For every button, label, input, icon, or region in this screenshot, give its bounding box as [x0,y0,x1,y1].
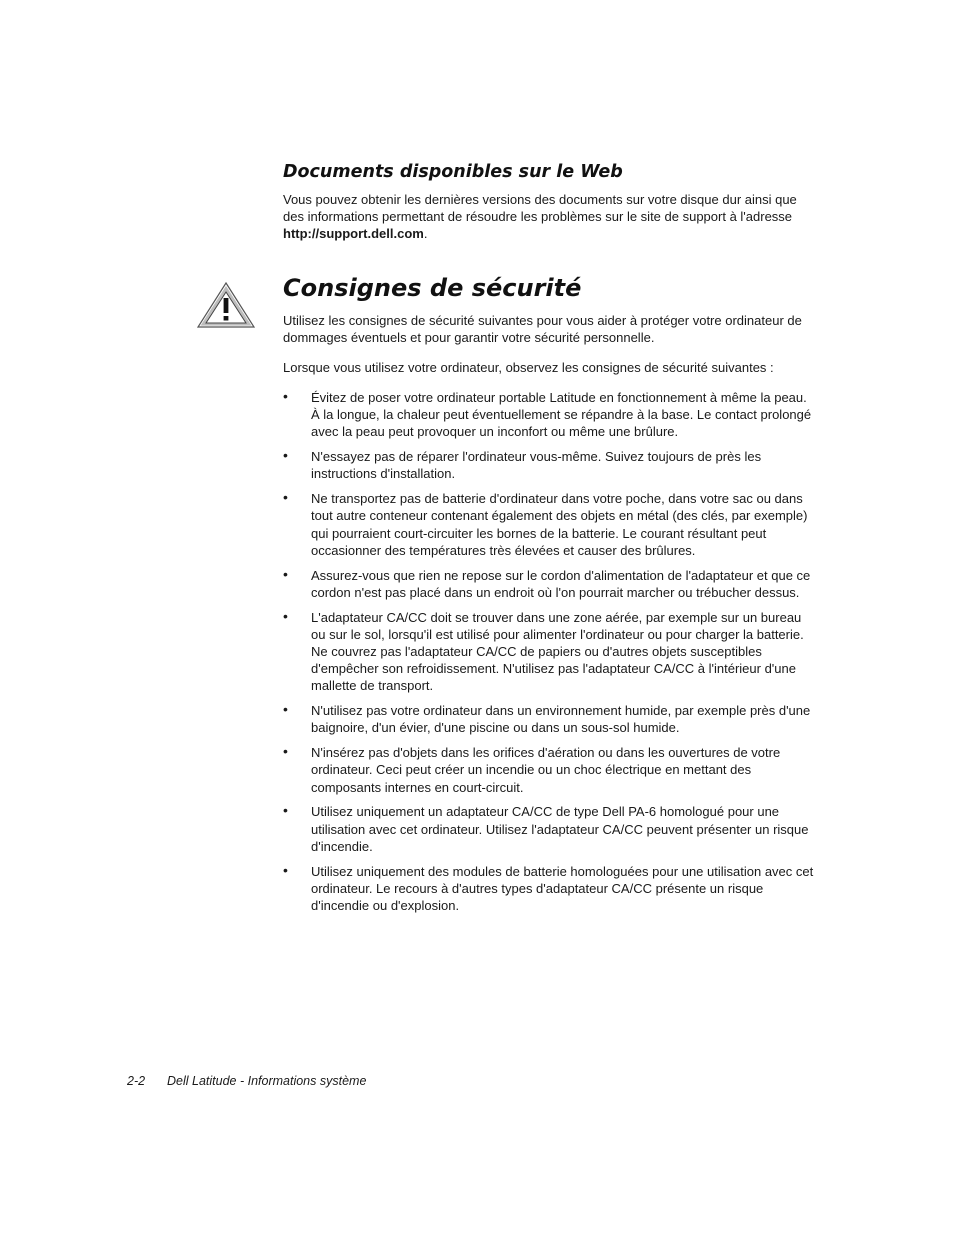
list-item [283,490,815,559]
list-item-text: Ne transportez pas de batterie d'ordinateur dans votre poche, dans votre sac ou dans tout autre conteneur contenant également des objets en métal (des clés, par exemple) qui pourraient court-circuiter les bornes de la batterie. Le courant résultant peut occasionner des températures très élevées et causer des brûlures. [311,491,808,558]
bullet-icon: • [283,489,288,506]
bullet-icon: • [283,388,288,404]
list-item [283,863,815,915]
list-item [283,609,815,695]
list-item-text: Utilisez uniquement des modules de batterie homologuées pour une utilisation avec cet ordinateur. Le recours à d'autres types d'adaptateur CA/CC présente un risque d'incendie ou d'explosion. [311,863,814,914]
safety-heading: Consignes de sécurité [283,274,582,302]
footer-title: Dell Latitude - Informations système [167,1074,367,1088]
web-documents-paragraph [283,191,813,242]
bullet-icon: • [283,743,288,760]
safety-intro-paragraph: Utilisez les consignes de sécurité suivantes pour vous aider à protéger votre ordinateur de dommages éventuels et pour garantir votre sécurité personnelle. [283,313,802,345]
safety-lead-paragraph: Lorsque vous utilisez votre ordinateur, observez les consignes de sécurité suivantes : [283,360,774,375]
warning-triangle-icon [196,281,256,329]
bullet-icon: • [283,447,288,464]
safety-instructions-list [283,389,815,922]
list-item [283,448,815,482]
bullet-icon: • [283,607,288,624]
list-item-text: N'utilisez pas votre ordinateur dans un environnement humide, par exemple près d'une baignoire, d'un évier, d'une piscine ou dans un sous-sol humide. [311,703,811,736]
web-documents-heading: Documents disponibles sur le Web [283,162,623,182]
list-item-text: L'adaptateur CA/CC doit se trouver dans une zone aérée, par exemple sur un bureau ou sur le sol, lorsqu'il est utilisé pour alimenter l'ordinateur ou pour charger la batterie. Ne couvrez pas l'adaptateur CA/CC de papiers ou d'autres objets susceptibles d'empêcher son refroidissement. N'utilisez pas l'adaptateur CA/CC à l'intérieur d'une mallette de transport. [311,609,804,694]
list-item-text: N'essayez pas de réparer l'ordinateur vous-même. Suivez toujours de près les instructions d'installation. [311,449,762,482]
bullet-icon: • [283,565,288,582]
web-documents-text-end: . [423,226,428,241]
bullet-icon: • [283,701,288,718]
list-item-text: Évitez de poser votre ordinateur portable Latitude en fonctionnement à même la peau. À la longue, la chaleur peut éventuellement se répandre à la base. Le contact prolongé avec la peau peut provoquer un inconfort ou même une brûlure. [311,390,812,440]
list-item [283,567,815,601]
bullet-icon: • [283,802,288,819]
list-item [283,803,815,855]
list-item-text: Utilisez uniquement un adaptateur CA/CC de type Dell PA-6 homologué pour une utilisation avec cet ordinateur. Utilisez l'adaptateur CA/CC peuvent présenter un risque d'incendie. [311,804,809,854]
list-item [283,744,815,796]
page-footer [127,1074,366,1088]
list-item-text: N'insérez pas d'objets dans les orifices d'aération ou dans les ouvertures de votre ordinateur. Ceci peut créer un incendie ou un choc électrique en mettant des composants internes en court-circuit. [311,745,781,795]
web-documents-text: Vous pouvez obtenir les dernières versions des documents sur votre disque dur ainsi que des informations permettant de résoudre les problèmes sur le site de support à l'adresse [283,192,797,224]
list-item [283,389,815,441]
page-number: 2-2 [127,1074,146,1088]
support-url: http://support.dell.com [283,226,424,241]
bullet-icon: • [283,861,288,878]
list-item [283,702,815,736]
list-item-text: Assurez-vous que rien ne repose sur le cordon d'alimentation de l'adaptateur et que ce cordon n'est pas placé dans un endroit où l'on pourrait marcher ou trébucher dessus. [311,567,811,600]
